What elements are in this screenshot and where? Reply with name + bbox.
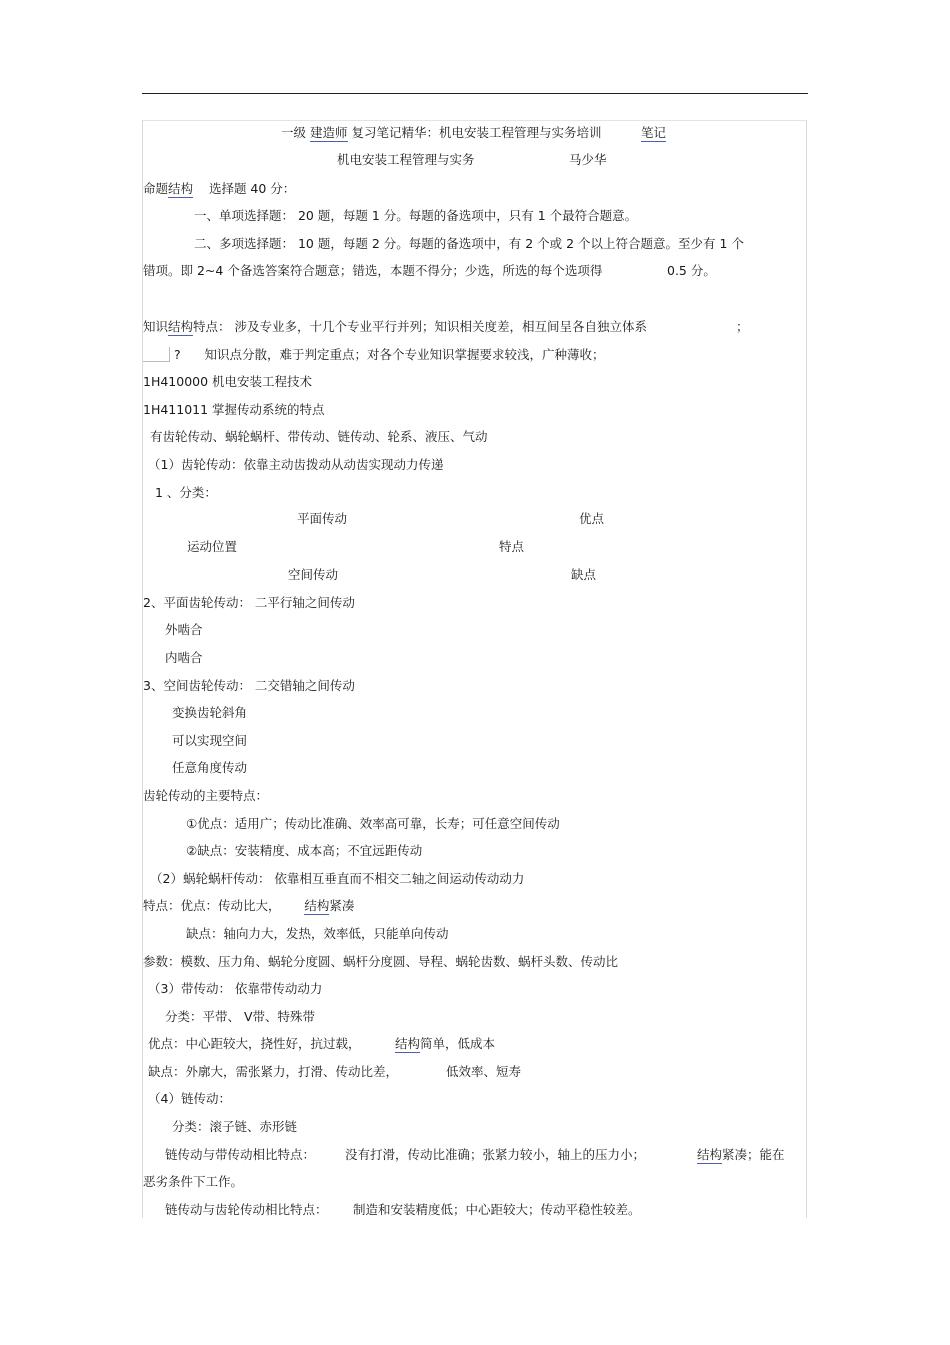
title-notes (641, 125, 666, 141)
paragraph: 缺点：轴向力大，发热，效率低，只能单向传动 (186, 926, 449, 941)
text: 选择题 40 分： (208, 181, 296, 196)
diagram-label: 运动位置 (187, 539, 238, 554)
multi-choice-line2: 错项。即 2~4 个备选答案符合题意；错选，本题不得分；少选，所选的每个选项得 (143, 263, 603, 278)
text: 知识 (143, 319, 169, 334)
title-link-builder[interactable]: 建造师 (310, 125, 348, 140)
knowledge-features-2 (143, 347, 605, 363)
paragraph: 链传动与带传动相比特点： (165, 1147, 316, 1162)
section-code: 1H410000 机电安装工程技术 (143, 374, 313, 389)
paragraph (148, 1036, 361, 1052)
paragraph: 分类：滚子链、赤形链 (172, 1119, 298, 1134)
page-frame-top (142, 120, 807, 121)
exam-structure (143, 181, 295, 197)
multi-choice-line3: 0.5 分。 (667, 263, 716, 278)
paragraph: 有齿轮传动、蜗轮蜗杆、带传动、链传动、轮系、液压、气动 (150, 429, 488, 444)
link-structure[interactable]: 结构 (395, 1036, 421, 1051)
text: 特点： 涉及专业多，十几个专业平行并列；知识相关度差，相互间呈各自独立体系 (193, 319, 648, 334)
paragraph: 参数：模数、压力角、蜗轮分度圆、蜗杆分度圆、导程、蜗轮齿数、蜗杆头数、传动比 (143, 954, 619, 969)
link-structure[interactable]: 结构 (168, 181, 194, 196)
section-code: 1H411011 掌握传动系统的特点 (143, 402, 325, 417)
knowledge-features (143, 319, 647, 335)
link-structure[interactable]: 结构 (168, 319, 194, 334)
heading: （4）链传动： (148, 1091, 231, 1106)
link-structure[interactable]: 结构 (697, 1147, 723, 1162)
heading: （2）蜗轮蜗杆传动： 依靠相互垂直而不相交二轴之间运动传动动力 (150, 871, 525, 886)
paragraph: 内啮合 (165, 650, 203, 665)
diagram-label: 空间传动 (288, 567, 339, 582)
single-choice: 一、单项选择题： 20 题，每题 1 分。每题的备选项中，只有 1 个最符合题意。 (194, 208, 638, 223)
author: 马少华 (569, 152, 607, 167)
paragraph: 链传动与齿轮传动相比特点： (165, 1202, 328, 1217)
blank-box (143, 347, 170, 362)
page-frame-right (806, 120, 807, 1218)
paragraph: 分类：平带、 V带、特殊带 (165, 1009, 316, 1024)
paragraph: 可以实现空间 (172, 733, 248, 748)
title-part: 复习笔记精华：机电安装工程管理与实务培训 (351, 125, 602, 140)
title-part: 一级 (281, 125, 307, 140)
paragraph: 恶劣条件下工作。 (143, 1174, 244, 1189)
heading: （1）齿轮传动：依靠主动齿拨动从动齿实现动力传递 (148, 457, 444, 472)
text: 知识点分散，难于判定重点；对各个专业知识掌握要求较浅，广种薄收； (204, 347, 605, 362)
list-heading: 1 、分类： (155, 485, 217, 500)
subtitle: 机电安装工程管理与实务 (337, 152, 475, 167)
text: 紧凑；能在 (722, 1147, 785, 1162)
paragraph: 低效率、短寿 (446, 1064, 522, 1079)
paragraph: ①优点：适用广；传动比准确、效率高可靠，长寿；可任意空间传动 (186, 816, 560, 831)
multi-choice-line1: 二、多项选择题： 10 题，每题 2 分。每题的备选项中，有 2 个或 2 个以上符合题意。至少有 1 个 (194, 236, 744, 251)
title-link-notes[interactable]: 笔记 (641, 125, 667, 140)
text: 特点：优点：传动比大， (143, 898, 281, 913)
diagram-label: 优点 (579, 511, 605, 526)
heading: （3）带传动： 依靠带传动动力 (148, 981, 323, 996)
paragraph (143, 898, 354, 914)
paragraph: ②缺点：安装精度、成本高；不宜远距传动 (186, 843, 423, 858)
paragraph: 外啮合 (165, 622, 203, 637)
paragraph: 任意角度传动 (172, 760, 248, 775)
top-rule (142, 93, 808, 94)
paragraph: 制造和安装精度低；中心距较大；传动平稳性较差。 (353, 1202, 641, 1217)
semicolon: ； (736, 319, 749, 334)
link-structure[interactable]: 结构 (304, 898, 330, 913)
question-mark: ? (174, 347, 181, 362)
paragraph: 没有打滑，传动比准确；张紧力较小，轴上的压力小； (345, 1147, 646, 1162)
text: 紧凑 (329, 898, 355, 913)
heading: 齿轮传动的主要特点： (143, 788, 269, 803)
diagram-label: 特点 (499, 539, 525, 554)
paragraph: 缺点：外廓大，需张紧力，打滑、传动比差， (148, 1064, 399, 1079)
diagram-label: 平面传动 (297, 511, 348, 526)
heading: 2、平面齿轮传动： 二平行轴之间传动 (143, 595, 355, 610)
text: 命题 (143, 181, 169, 196)
page-frame-left (142, 120, 143, 1218)
text: 优点：中心距较大，挠性好，抗过载， (148, 1036, 361, 1051)
paragraph (697, 1147, 785, 1163)
paragraph: 变换齿轮斜角 (172, 705, 248, 720)
diagram-label: 缺点 (571, 567, 597, 582)
document-title (281, 125, 602, 141)
heading: 3、空间齿轮传动： 二交错轴之间传动 (143, 678, 355, 693)
paragraph (395, 1036, 495, 1052)
text: 简单，低成本 (420, 1036, 496, 1051)
